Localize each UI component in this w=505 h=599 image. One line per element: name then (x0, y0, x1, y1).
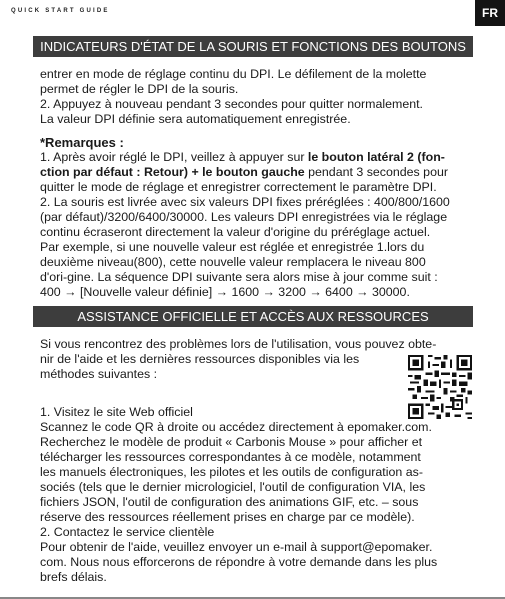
page-header (0, 0, 505, 30)
remark-2-line: continu écraseront directement la valeur d'origine du préréglage actuel. (40, 225, 431, 239)
text-line: nir de l'aide et les dernières ressources disponibles via les (40, 352, 360, 366)
remark-text: pendant 3 secondes pour (304, 165, 448, 179)
text-line: Scannez le code QR à droite ou accédez directement à epomaker.com. (40, 420, 432, 434)
remark-2-line: 2. La souris est livrée avec six valeurs DPI fixes préréglées : 400/800/1600 (40, 195, 450, 209)
remark-2-line: Par exemple, si une nouvelle valeur est réglée et enregistrée 1.lors du (40, 240, 425, 254)
remarks-title: *Remarques : (40, 135, 124, 150)
remark-1-line-2 (40, 165, 480, 180)
remark-text: 1. Après avoir réglé le DPI, veillez à appuyer sur (40, 150, 308, 164)
remarks-block (40, 135, 480, 300)
text-line: fichiers JSON, l'outil de configuration des animations GIF, etc. – sous (40, 495, 419, 509)
section-title-support: ASSISTANCE OFFICIELLE ET ACCÈS AUX RESSOURCES (33, 306, 473, 327)
text-line: sociés (tels que le dernier micrologiciel, l'outil de configuration VIA, les (40, 480, 426, 494)
remark-1-line-1 (40, 150, 480, 165)
text-line: réserve des ressources réellement prises en charge par ce modèle). (40, 510, 415, 524)
contact-heading: 2. Contactez le service clientèle (40, 525, 215, 539)
website-instructions (40, 405, 480, 585)
text-line: Pour obtenir de l'aide, veuillez envoyer un e-mail à support@epomaker. (40, 540, 433, 554)
dpi-intro-text (40, 67, 480, 127)
remark-2-line: 400 → [Nouvelle valeur définie] → 1600 → 3200 → 6400 → 30000. (40, 285, 410, 299)
text-line: brefs délais. (40, 570, 107, 584)
remark-bold-text: ction par défaut : Retour) + le bouton gauche (40, 165, 305, 179)
remark-2-line: (par défaut)/3200/6400/30000. Les valeurs DPI enregistrées via le réglage (40, 210, 448, 224)
language-tag: FR (475, 0, 505, 26)
text-line: Si vous rencontrez des problèmes lors de l'utilisation, vous pouvez obte- (40, 337, 437, 351)
remark-1-line-3: quitter le mode de réglage et enregistrer correctement le paramètre DPI. (40, 180, 437, 194)
text-line: les manuels électroniques, les pilotes et les outils de configuration as- (40, 465, 423, 479)
remark-2-line: deuxième niveau(800), cette nouvelle valeur remplacera le niveau 800 (40, 255, 426, 269)
text-line: méthodes suivantes : (40, 367, 158, 381)
text-line: télécharger les ressources correspondantes à ce modèle, notamment (40, 450, 421, 464)
text-line: 2. Appuyez à nouveau pendant 3 secondes pour quitter normalement. (40, 97, 423, 111)
text-line: Recherchez le modèle de produit « Carbonis Mouse » pour afficher et (40, 435, 423, 449)
remark-bold-text: le bouton latéral 2 (fon- (307, 150, 445, 164)
text-line: com. Nous nous efforcerons de répondre à votre demande dans les plus (40, 555, 438, 569)
remark-2-line: d'ori-gine. La séquence DPI suivante sera alors mise à jour comme suit : (40, 270, 438, 284)
text-line: entrer en mode de réglage continu du DPI. Le défilement de la molette (40, 67, 427, 81)
section-title-mouse-indicators: INDICATEURS D'ÉTAT DE LA SOURIS ET FONCTIONS DES BOUTONS (33, 36, 473, 57)
text-line: La valeur DPI définie sera automatiquement enregistrée. (40, 112, 351, 126)
guide-label: QUICK START GUIDE (11, 8, 110, 14)
text-line: permet de régler le DPI de la souris. (40, 82, 239, 96)
website-heading: 1. Visitez le site Web officiel (40, 405, 193, 419)
